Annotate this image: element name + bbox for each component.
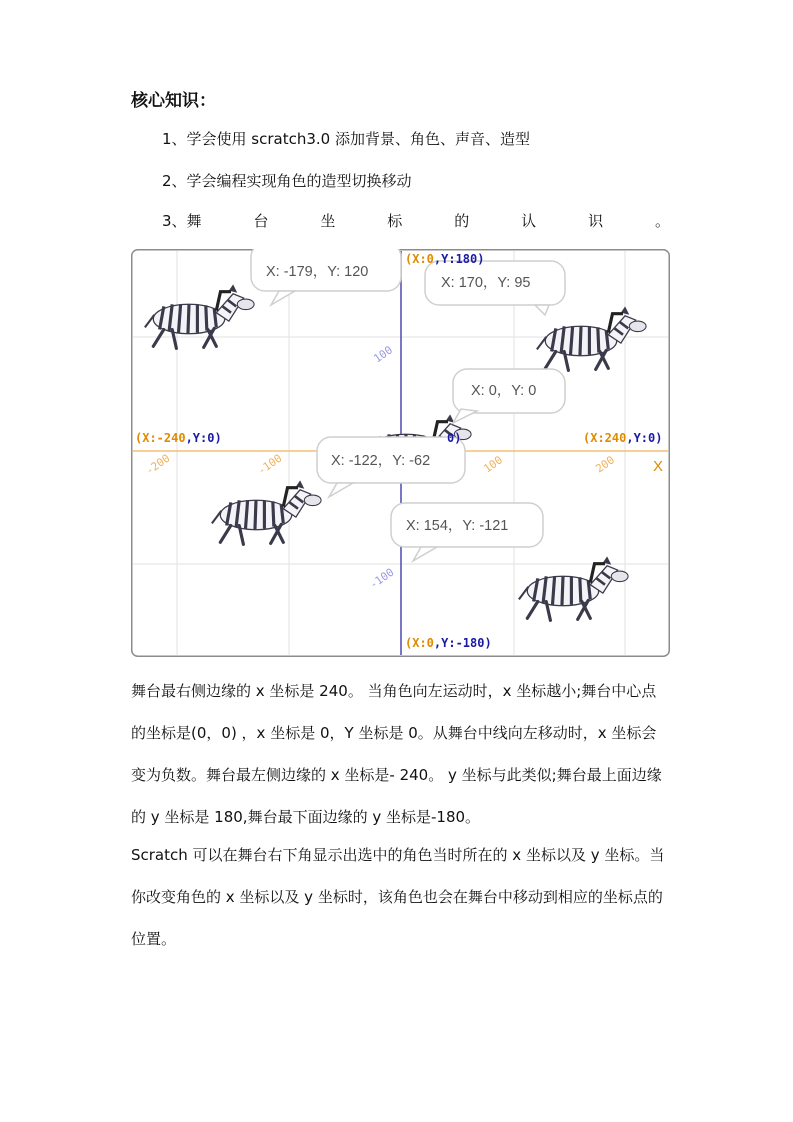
x-tick-neg100: -100 [255, 451, 285, 478]
paragraph-line: 位置。 [131, 930, 177, 948]
bubble-text: X: 0，Y: 0 [471, 383, 537, 399]
y-tick-neg100: -100 [367, 565, 397, 592]
paragraph-line: 舞台最右侧边缘的 x 坐标是 240。 当角色向左运动时，x 坐标越小;舞台中心点 [131, 682, 657, 700]
paragraph-line: 的 y 坐标是 180,舞台最下面边缘的 y 坐标是-180。 [131, 808, 481, 826]
paragraph-line: 变为负数。舞台最左侧边缘的 x 坐标是- 240。 y 坐标与此类似;舞台最上面边缘 [131, 766, 662, 784]
objective-1: 1、学会使用 scratch3.0 添加背景、角色、声音、造型 [162, 130, 530, 148]
x-tick-100: 100 [481, 453, 506, 476]
x-tick-neg200: -200 [143, 451, 173, 478]
objective-3-part: 认 [521, 212, 537, 230]
objective-3-part: 3、舞 [162, 212, 202, 230]
objective-2: 2、学会编程实现角色的造型切换移动 [162, 172, 412, 190]
stage-coordinate-figure [131, 249, 670, 657]
objective-3-part: 的 [454, 212, 470, 230]
explanation-paragraph [131, 680, 671, 948]
bubble-text: X: -179，Y: 120 [266, 264, 369, 280]
top-coordinate-label: (X:0,Y:180) [405, 252, 485, 266]
objective-3-part: 台 [253, 212, 269, 230]
center-coordinate-label: 0) [447, 431, 462, 445]
section-heading: 核心知识： [131, 91, 216, 111]
objective-3-part: 识 [588, 212, 604, 230]
left-coordinate-label: (X:-240,Y:0) [135, 431, 222, 445]
bubble-text: X: 170，Y: 95 [441, 275, 531, 291]
bottom-coordinate-label: (X:0,Y:-180) [405, 636, 492, 650]
x-axis-letter: X [653, 458, 664, 475]
paragraph-line: Scratch 可以在舞台右下角显示出选中的角色当时所在的 x 坐标以及 y 坐标。当 [131, 846, 665, 864]
bubble-text: X: -122，Y: -62 [331, 453, 431, 469]
objective-3-part: 坐 [320, 212, 336, 230]
objective-3-part: 标 [387, 212, 403, 230]
right-coordinate-label: (X:240,Y:0) [583, 431, 663, 445]
objective-3 [162, 210, 670, 231]
paragraph-line: 的坐标是(0，0) ，x 坐标是 0，Y 坐标是 0。从舞台中线向左移动时，x 坐标会 [131, 724, 657, 742]
bubble-text: X: 154，Y: -121 [406, 518, 509, 534]
objective-3-part: 。 [654, 212, 670, 230]
paragraph-line: 你改变角色的 x 坐标以及 y 坐标时，该角色也会在舞台中移动到相应的坐标点的 [131, 888, 663, 906]
y-tick-100: 100 [371, 343, 396, 366]
x-tick-200: 200 [593, 453, 618, 476]
